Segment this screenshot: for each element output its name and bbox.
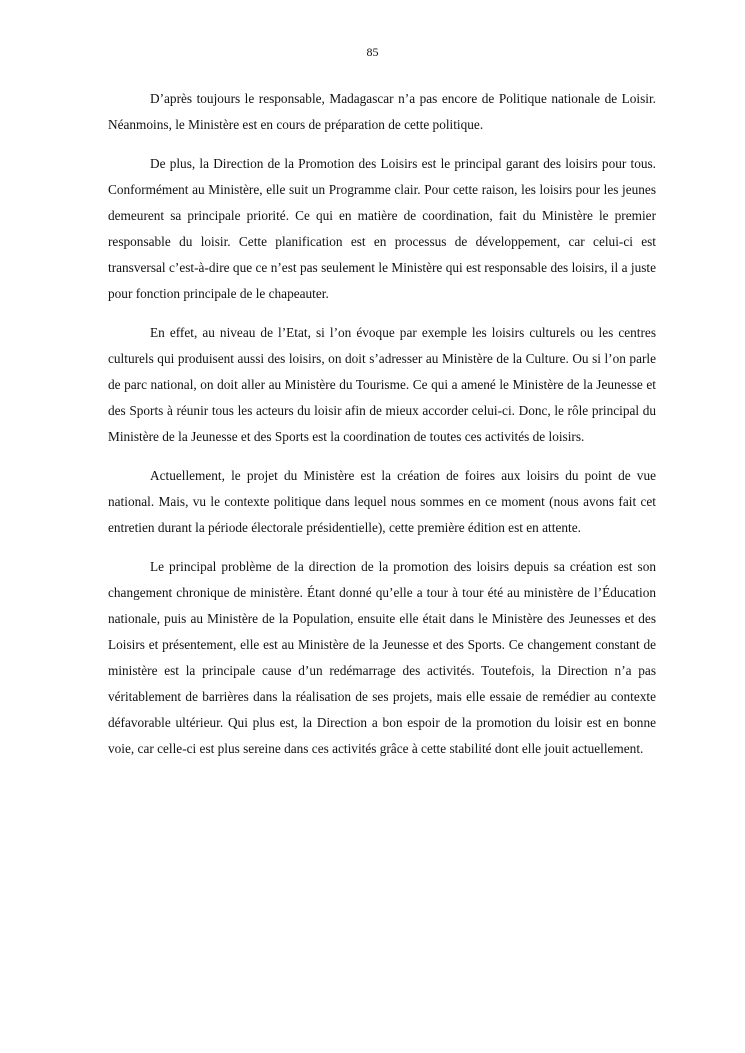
paragraph-4: Actuellement, le projet du Ministère est la création de foires aux loisirs du point de vue national. Mais, vu le contexte politique dans lequel nous sommes en ce moment (nous avons fait cet entretien durant la période électorale présidentielle), cette première édition est en attente.: [108, 468, 656, 535]
paragraph-3: En effet, au niveau de l’Etat, si l’on évoque par exemple les loisirs culturels ou les centres culturels qui produisent aussi des loisirs, on doit s’adresser au Ministère de la Culture. Ou si l’on parle de parc national, on doit aller au Ministère du Tourisme. Ce qui a amené le Ministère de la Jeunesse et des Sports à réunir tous les acteurs du loisir afin de mieux accorder celui-ci. Donc, le rôle principal du Ministère de la Jeunesse et des Sports est la coordination de toutes ces activités de loisirs.: [108, 325, 656, 444]
body-text: [108, 86, 656, 775]
paragraph-1: D’après toujours le responsable, Madagascar n’a pas encore de Politique nationale de Loisir. Néanmoins, le Ministère est en cours de préparation de cette politique.: [108, 91, 656, 132]
page-number: 85: [366, 45, 379, 59]
paragraph-2: De plus, la Direction de la Promotion des Loisirs est le principal garant des loisirs pour tous. Conformément au Ministère, elle suit un Programme clair. Pour cette raison, les loisirs pour les jeunes demeurent sa principale priorité. Ce qui en matière de coordination, fait du Ministère le premier responsable du loisir. Cette planification est en processus de développement, car celui-ci est transversal c’est-à-dire que ce n’est pas seulement le Ministère qui est responsable des loisirs, il a juste pour fonction principale de le chapeauter.: [108, 156, 656, 301]
paragraph-5: Le principal problème de la direction de la promotion des loisirs depuis sa création est son changement chronique de ministère. Étant donné qu’elle a tour à tour été au ministère de l’Éducation nationale, puis au Ministère de la Population, ensuite elle était dans le Ministère des Jeunesses et des Loisirs et présentement, elle est au Ministère de la Jeunesse et des Sports. Ce changement constant de ministère est la principale cause d’un redémarrage des activités. Toutefois, la Direction n’a pas véritablement de barrières dans la réalisation de ses projets, mais elle essaie de remédier au contexte défavorable ultérieur. Qui plus est, la Direction a bon espoir de la promotion du loisir est en bonne voie, car celle-ci est plus sereine dans ces activités grâce à cette stabilité dont elle jouit actuellement.: [108, 559, 656, 756]
